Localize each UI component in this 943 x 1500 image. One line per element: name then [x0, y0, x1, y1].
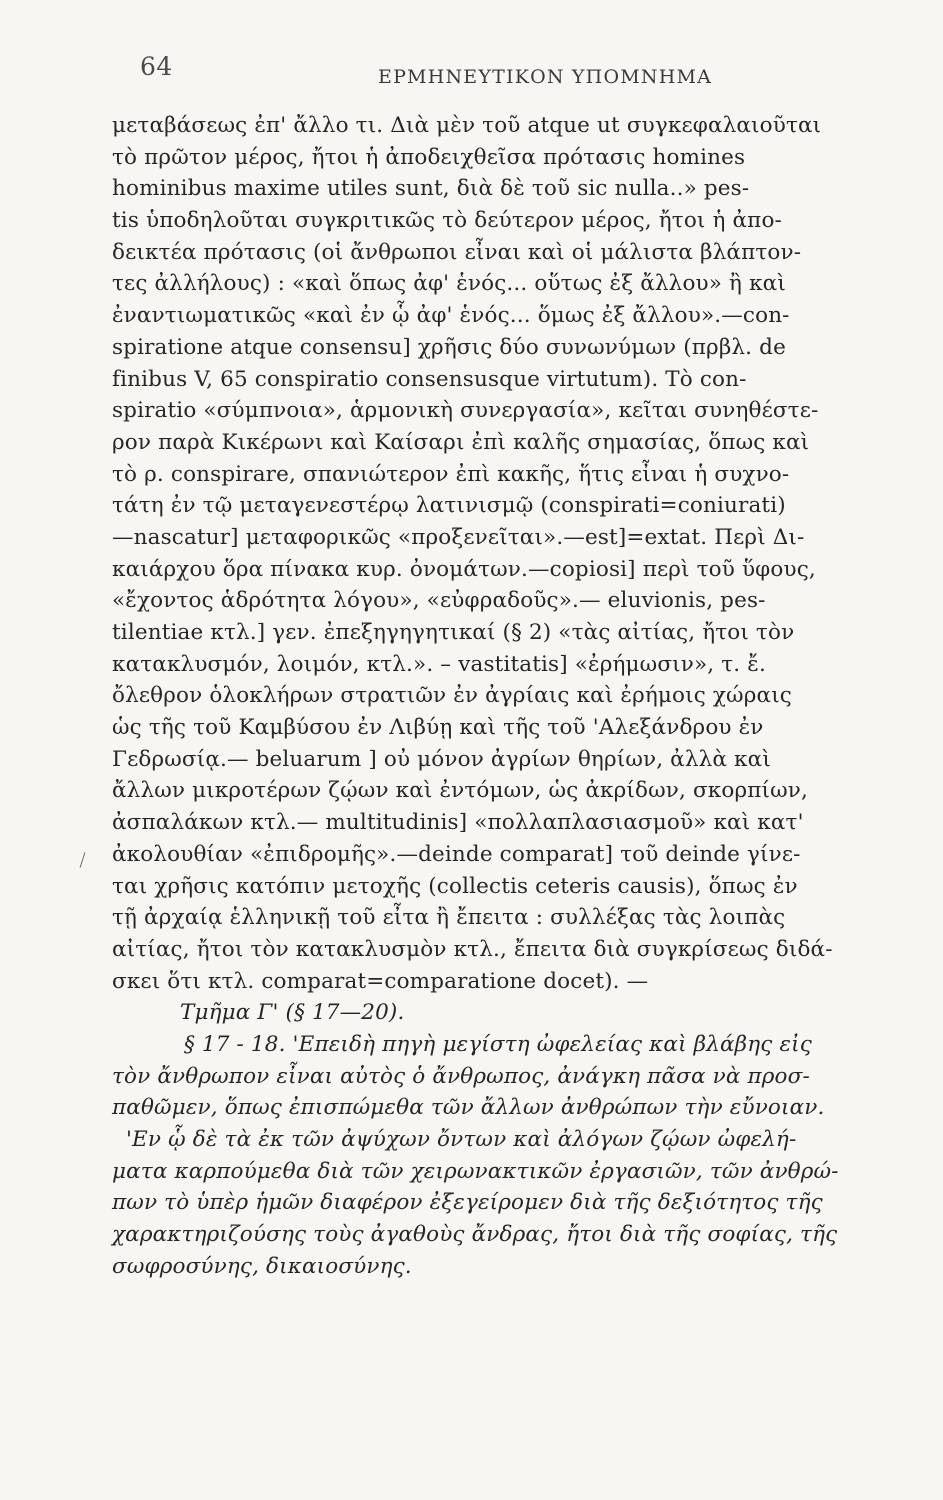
text-line: «ἔχοντος ἁδρότητα λόγου», «εὐφραδοῦς».— eluvionis, pes- [112, 588, 766, 614]
text-line: tilentiae κτλ.] γεν. ἐπεξηγηγητικαί (§ 2) «τὰς αἰτίας, ἤτοι τὸν [112, 620, 795, 645]
text-line: ἄλλων μικροτέρων ζῴων καὶ ἐντόμων, ὡς ἀκρίδων, σκορπίων, [112, 778, 809, 804]
text-line: τες ἀλλήλους) : «καὶ ὅπως ἀφ' ἑνός... οὕτως ἐξ ἄλλου» ἢ καὶ [112, 271, 786, 297]
text-line: πων τὸ ὑπὲρ ἡμῶν διαφέρον ἐξεγείρομεν διὰ τῆς δεξιότητος τῆς [112, 1190, 823, 1216]
text-line: τὸ πρῶτον μέρος, ἤτοι ἡ ἀποδειχθεῖσα πρότασις homines [112, 144, 746, 170]
text-line: καιάρχου ὅρα πίνακα κυρ. ὀνομάτων.—copiosi] περὶ τοῦ ὕφους, [112, 556, 816, 582]
text-line: τῇ ἀρχαίᾳ ἑλληνικῇ τοῦ εἶτα ἢ ἔπειτα : συλλέξας τὰς λοιπὰς [112, 905, 786, 931]
text-line: hominibus maxime utiles sunt, διὰ δὲ τοῦ sic nulla..» pes- [112, 176, 750, 202]
text-line: ὄλεθρον ὁλοκλήρων στρατιῶν ἐν ἀγρίαις καὶ ἐρήμοις χώραις [112, 683, 792, 709]
text-line: tis ὑποδηλοῦται συγκριτικῶς τὸ δεύτερον μέρος, ἤτοι ἡ ἀπο- [112, 208, 782, 234]
text-line: αἰτίας, ἤτοι τὸν κατακλυσμὸν κτλ., ἔπειτα διὰ συγκρίσεως διδά- [112, 936, 833, 962]
text-line: finibus V, 65 conspiratio consensusque virtutum). Τὸ con- [112, 366, 747, 392]
text-line: κατακλυσμόν, λοιμόν, κτλ.». – vastitatis] «ἐρήμωσιν», τ. ἔ. [112, 651, 766, 677]
section-heading: Τμῆμα Γ' (§ 17—20). [180, 1000, 405, 1026]
text-line: ἀκολουθίαν «ἐπιδρομῆς».—deinde comparat] τοῦ deinde γίνε- [112, 841, 801, 867]
commentary-text [112, 110, 932, 1282]
text-line: τάτη ἐν τῷ μεταγενεστέρῳ λατινισμῷ (conspirati=coniurati) [112, 493, 786, 519]
text-line: χαρακτηριζούσης τοὺς ἀγαθοὺς ἄνδρας, ἤτοι διὰ τῆς σοφίας, τῆς [112, 1222, 838, 1248]
text-line: παθῶμεν, ὅπως ἐπισπώμεθα τῶν ἄλλων ἀνθρώπων τὴν εὔνοιαν. [112, 1095, 825, 1121]
text-line: 'Εν ᾧ δὲ τὰ ἐκ τῶν ἀψύχων ὄντων καὶ ἀλόγων ζῴων ὠφελή- [126, 1127, 797, 1152]
text-line: σωφροσύνης, δικαιοσύνης. [112, 1253, 412, 1279]
text-line: ἀσπαλάκων κτλ.— multitudinis] «πολλαπλασιασμοῦ» καὶ κατ' [112, 810, 804, 836]
running-head: ΕΡΜΗΝΕΥΤΙΚΟΝ ΥΠΟΜΝΗΜΑ [378, 66, 713, 88]
text-line: § 17 - 18. 'Επειδὴ πηγὴ μεγίστη ὠφελείας καὶ βλάβης εἰς [184, 1031, 812, 1057]
text-line: ἐναντιωματικῶς «καὶ ἐν ᾧ ἀφ' ἑνός... ὅμως ἐξ ἄλλου».—con- [112, 303, 790, 329]
text-line: σκει ὅτι κτλ. comparat=comparatione docet). — [112, 968, 649, 994]
text-line: ὡς τῆς τοῦ Καμβύσου ἐν Λιβύῃ καὶ τῆς τοῦ 'Αλεξάνδρου ἐν [112, 715, 764, 741]
text-line: μεταβάσεως ἐπ' ἄλλο τι. Διὰ μὲν τοῦ atque ut συγκεφαλαιοῦται [112, 113, 822, 138]
text-line: —nascatur] μεταφορικῶς «προξενεῖται».—est]=extat. Περὶ Δι- [112, 524, 805, 550]
text-line: τὸν ἄνθρωπον εἶναι αὐτὸς ὁ ἄνθρωπος, ἀνάγκη πᾶσα νὰ προσ- [112, 1063, 810, 1089]
text-line: Γεδρωσίᾳ.— beluarum ] οὐ μόνον ἀγρίων θηρίων, ἀλλὰ καὶ [112, 746, 771, 772]
page-number: 64 [140, 52, 173, 81]
margin-mark [80, 852, 86, 868]
text-line: δεικτέα πρότασις (οἱ ἄνθρωποι εἶναι καὶ οἱ μάλιστα βλάπτον- [112, 239, 802, 265]
text-line: ται χρῆσις κατόπιν μετοχῆς (collectis ceteris causis), ὅπως ἐν [112, 873, 798, 899]
text-line: τὸ ρ. conspirare, σπανιώτερον ἐπὶ κακῆς, ἥτις εἶναι ἡ συχνο- [112, 461, 790, 487]
text-line: spiratione atque consensu] χρῆσις δύο συνωνύμων (πρβλ. de [112, 334, 786, 360]
text-line: spiratio «σύμπνοια», ἁρμονικὴ συνεργασία», κεῖται συνηθέστε- [112, 398, 819, 424]
text-line: ματα καρπούμεθα διὰ τῶν χειρωνακτικῶν ἐργασιῶν, τῶν ἀνθρώ- [112, 1158, 839, 1184]
text-line: ρον παρὰ Κικέρωνι καὶ Καίσαρι ἐπὶ καλῆς σημασίας, ὅπως καὶ [112, 429, 810, 455]
